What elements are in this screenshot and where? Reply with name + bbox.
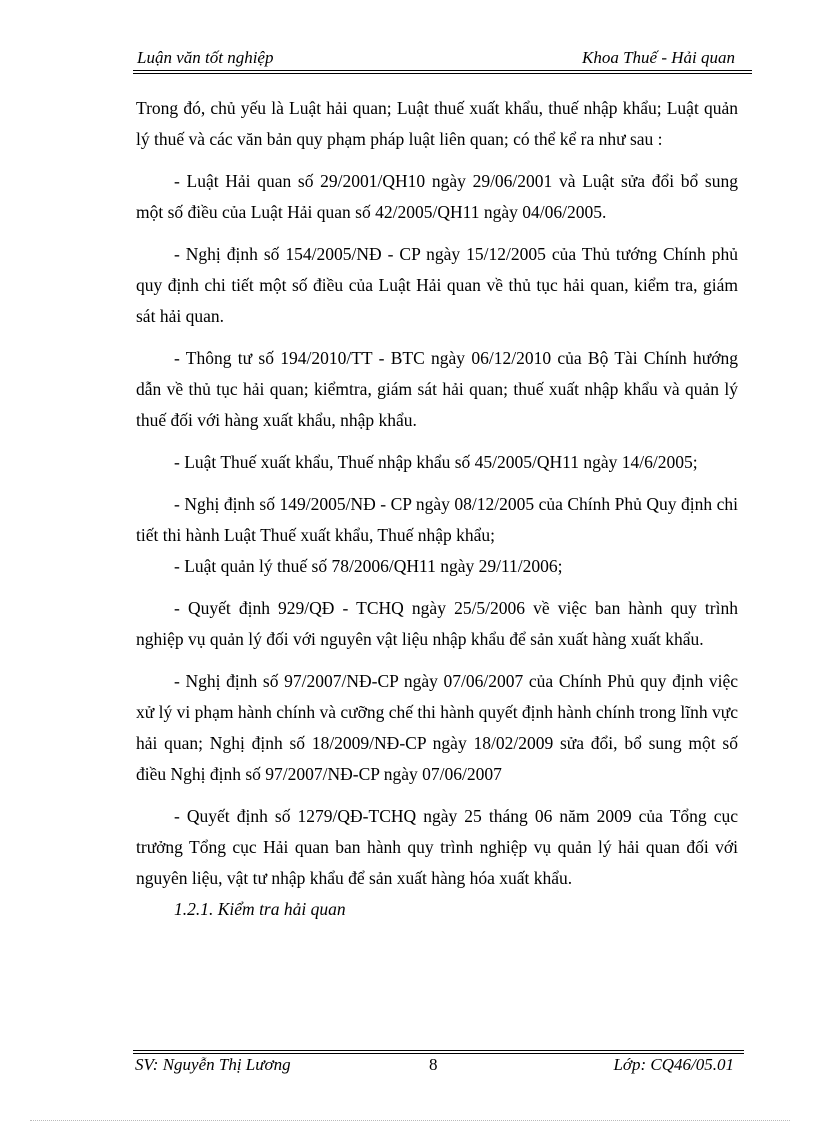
document-body: [136, 93, 738, 936]
footer-rule-secondary: [133, 1050, 744, 1051]
page-header: [133, 48, 753, 70]
section-subheading: 1.2.1. Kiểm tra hải quan: [174, 899, 346, 919]
paragraph-decree-154: - Nghị định số 154/2005/NĐ - CP ngày 15/12/2005 của Thủ tướng Chính phủ quy định chi tiết một số điều của Luật Hải quan về thủ tục hải quan, kiểm tra, giám sát hải quan.: [136, 244, 738, 326]
paragraph-decision-929: - Quyết định 929/QĐ - TCHQ ngày 25/5/2006 về việc ban hành quy trình nghiệp vụ quản lý đối với nguyên vật liệu nhập khẩu để sản xuất hàng xuất khẩu.: [136, 598, 738, 649]
paragraph-decree-149: - Nghị định số 149/2005/NĐ - CP ngày 08/12/2005 của Chính Phủ Quy định chi tiết thi hành Luật Thuế xuất khẩu, Thuế nhập khẩu;: [136, 494, 738, 545]
paragraph-decision-1279: - Quyết định số 1279/QĐ-TCHQ ngày 25 tháng 06 năm 2009 của Tổng cục trưởng Tổng cục Hải quan ban hành quy trình nghiệp vụ quản lý hải quan đối với nguyên liệu, vật tư nhập khẩu để sản xuất hàng hóa xuất khẩu.: [136, 806, 738, 888]
page-bottom-divider: [30, 1120, 790, 1121]
paragraph-tax-law-45: - Luật Thuế xuất khẩu, Thuế nhập khẩu số 45/2005/QH11 ngày 14/6/2005;: [174, 452, 698, 472]
paragraph-intro: Trong đó, chủ yếu là Luật hải quan; Luật thuế xuất khẩu, thuế nhập khẩu; Luật quản lý thuế và các văn bản quy phạm pháp luật liên quan; có thể kể ra như sau :: [136, 98, 738, 149]
header-thesis-title: Luận văn tốt nghiệp: [137, 48, 274, 67]
page-number: 8: [429, 1055, 438, 1074]
header-rule: [133, 70, 752, 71]
footer-rule: [133, 1053, 744, 1054]
paragraph-tax-management-law: - Luật quản lý thuế số 78/2006/QH11 ngày 29/11/2006;: [174, 556, 563, 576]
header-rule-secondary: [133, 73, 752, 74]
paragraph-circular-194: - Thông tư số 194/2010/TT - BTC ngày 06/12/2010 của Bộ Tài Chính hướng dẫn về thủ tục hải quan; kiểmtra, giám sát hải quan; thuế xuất nhập khẩu và quản lý thuế đối với hàng xuất khẩu, nhập khẩu.: [136, 348, 738, 430]
footer-class: Lớp: CQ46/05.01: [613, 1055, 734, 1074]
header-faculty: Khoa Thuế - Hải quan: [582, 48, 735, 67]
page-footer: [133, 1055, 744, 1079]
paragraph-decree-97: - Nghị định số 97/2007/NĐ-CP ngày 07/06/2007 của Chính Phủ quy định việc xử lý vi phạm hành chính và cưỡng chế thi hành quyết định hành chính trong lĩnh vực hải quan; Nghị định số 18/2009/NĐ-CP ngày 18/02/2009 sửa đổi, bổ sung một số điều Nghị định số 97/2007/NĐ-CP ngày 07/06/2007: [136, 671, 738, 784]
paragraph-customs-law: - Luật Hải quan số 29/2001/QH10 ngày 29/06/2001 và Luật sửa đổi bổ sung một số điều của Luật Hải quan số 42/2005/QH11 ngày 04/06/2005.: [136, 171, 738, 222]
footer-student-name: SV: Nguyễn Thị Lương: [135, 1055, 291, 1074]
